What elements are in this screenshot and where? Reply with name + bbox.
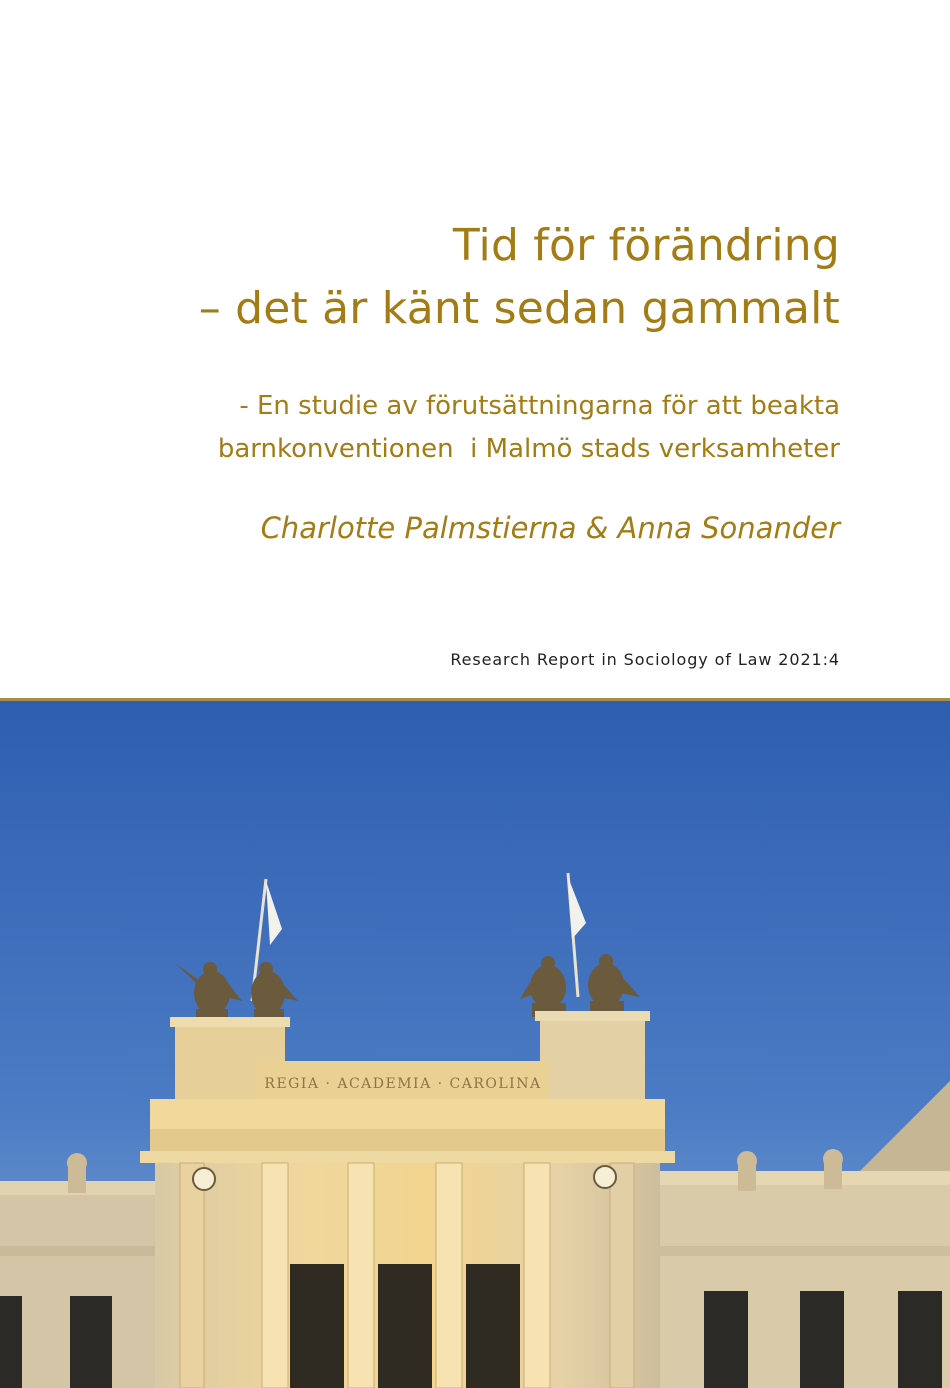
report-subtitle [218,385,840,471]
title-line-2: – det är känt sedan gammalt [198,283,840,334]
report-title [199,214,840,340]
subtitle-line-1: - En studie av förutsättningarna för att beakta [239,391,840,421]
cover-photo [0,701,950,1388]
title-line-1: Tid för förändring [452,220,840,271]
doors [290,1264,520,1388]
authors: Charlotte Palmstierna & Anna Sonander [260,511,840,545]
series-label: Research Report in Sociology of Law 2021:4 [450,650,840,669]
subtitle-line-2: barnkonventionen i Malmö stads verksamheter [217,434,840,464]
inscription: REGIA · ACADEMIA · CAROLINA [264,1076,542,1092]
